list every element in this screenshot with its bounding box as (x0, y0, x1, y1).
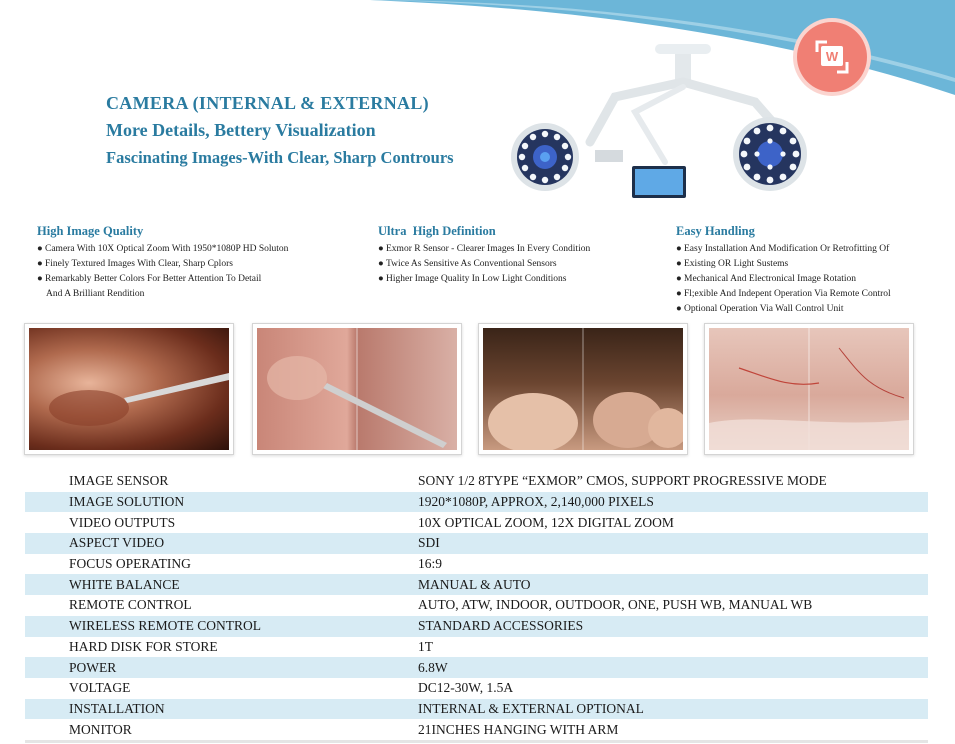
feature-bullet: ● Remarkably Better Colors For Better Attention To Detail (37, 274, 262, 284)
sample-photo-2 (252, 323, 462, 455)
feature-bullet: ● Fl;exible And Indepent Operation Via Remote Control (676, 289, 891, 299)
spec-key: WHITE BALANCE (69, 576, 180, 592)
table-row (25, 719, 928, 740)
feature-title: Ultra High Definition (378, 224, 496, 238)
spec-value: 21INCHES HANGING WITH ARM (418, 721, 619, 737)
feature-bullet: ● Twice As Sensitive As Conventional Sensors (378, 259, 557, 269)
headline-title: CAMERA (INTERNAL & EXTERNAL) (106, 93, 429, 113)
headline-block (106, 90, 454, 171)
feature-bullet: ● Mechanical And Electronical Image Rotation (676, 274, 856, 284)
spec-key: WIRELESS REMOTE CONTROL (69, 618, 261, 634)
table-row (25, 554, 928, 575)
feature-bullet-continuation: And A Brilliant Rendition (46, 289, 145, 299)
table-row (25, 533, 928, 554)
spec-key: POWER (69, 659, 117, 675)
table-row (25, 699, 928, 720)
feature-bullet: ● Optional Operation Via Wall Control Unit (676, 304, 844, 314)
feature-high-image-quality (37, 224, 288, 302)
spec-key: VOLTAGE (69, 680, 131, 696)
spec-key: FOCUS OPERATING (69, 556, 191, 572)
spec-key: IMAGE SOLUTION (69, 494, 185, 510)
surgical-light-illustration (505, 42, 835, 202)
spec-value: DC12-30W, 1.5A (418, 680, 514, 696)
spec-key: HARD DISK FOR STORE (69, 638, 218, 654)
table-row (25, 637, 928, 658)
feature-title: Easy Handling (676, 224, 755, 238)
feature-bullet: ● Existing OR Light Sustems (676, 259, 789, 269)
spec-table (25, 471, 928, 740)
feature-bullet: ● Higher Image Quality In Low Light Conditions (378, 274, 567, 284)
table-row (25, 595, 928, 616)
spec-value: INTERNAL & EXTERNAL OPTIONAL (418, 700, 644, 716)
spec-key: ASPECT VIDEO (69, 535, 165, 551)
table-row (25, 616, 928, 637)
feature-bullet: ● Easy Installation And Modification Or Retrofitting Of (676, 244, 890, 254)
svg-text:W: W (825, 49, 839, 64)
spec-key: MONITOR (69, 721, 132, 737)
spec-value: SONY 1/2 8TYPE “EXMOR” CMOS, SUPPORT PROGRESSIVE MODE (418, 473, 827, 489)
table-row (25, 471, 928, 492)
feature-easy-handling (676, 224, 891, 317)
sample-photo-3 (478, 323, 688, 455)
spec-value: 1920*1080P, APPROX, 2,140,000 PIXELS (418, 494, 654, 510)
spec-value: 1T (418, 638, 433, 654)
table-row (25, 678, 928, 699)
spec-value: AUTO, ATW, INDOOR, OUTDOOR, ONE, PUSH WB, MANUAL WB (418, 597, 813, 613)
table-row (25, 512, 928, 533)
table-row (25, 574, 928, 595)
spec-key: REMOTE CONTROL (69, 597, 192, 613)
spec-key: INSTALLATION (69, 700, 165, 716)
feature-ultra-high-definition (378, 224, 590, 287)
feature-bullet: ● Camera With 10X Optical Zoom With 1950*1080P HD Soluton (37, 244, 289, 254)
spec-key: VIDEO OUTPUTS (69, 514, 176, 530)
spec-value: 6.8W (418, 659, 448, 675)
table-row (25, 657, 928, 678)
feature-bullet: ● Exmor R Sensor - Clearer Images In Every Condition (378, 244, 591, 254)
headline-subtitle: More Details, Bettery Visualization (106, 120, 376, 140)
headline-tagline: Fascinating Images-With Clear, Sharp Contrours (106, 148, 454, 167)
sample-photo-1 (24, 323, 234, 455)
spec-value: SDI (418, 535, 440, 551)
table-row (25, 492, 928, 513)
spec-value: 16:9 (418, 556, 443, 572)
spec-value: MANUAL & AUTO (418, 576, 531, 592)
spec-value: STANDARD ACCESSORIES (418, 618, 584, 634)
feature-title: High Image Quality (37, 224, 144, 238)
spec-value: 10X OPTICAL ZOOM, 12X DIGITAL ZOOM (418, 514, 674, 530)
feature-bullet: ● Finely Textured Images With Clear, Sharp Cplors (37, 259, 233, 269)
sample-photo-4 (704, 323, 914, 455)
spec-key: IMAGE SENSOR (69, 473, 169, 489)
table-bottom-rule (25, 740, 928, 743)
